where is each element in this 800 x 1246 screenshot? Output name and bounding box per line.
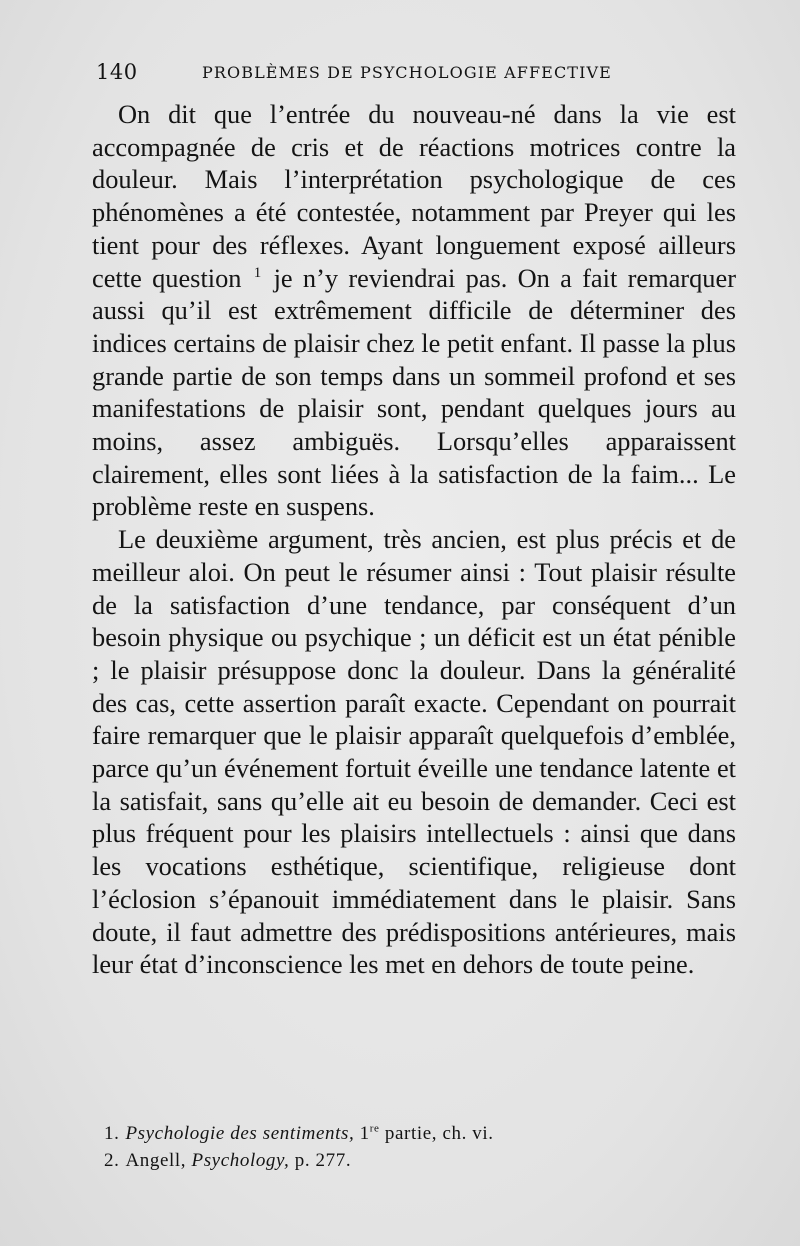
paragraph-1-part-a: On dit que l’entrée du nouveau-né dans la vie est accompagnée de cris et de réactions motrices contre la douleur. Mais l’interprétation psychologique de ces phénomènes a été contestée, notamment par Preyer qui les tient pour des réflexes. Ayant longuement exposé ailleurs cette question [92, 99, 736, 293]
footnote-2-title: Psychology, [191, 1150, 290, 1171]
footnotes [104, 1120, 704, 1174]
paragraph-1 [92, 98, 736, 523]
body-text [92, 98, 736, 981]
footnote-2-rest: p. 277. [294, 1150, 352, 1171]
paragraph-2: Le deuxième argument, très ancien, est plus précis et de meilleur aloi. On peut le résumer ainsi : Tout plaisir résulte de la satisfaction d’une tendance, par conséquent d’un besoin physique ou psychique ; un déficit est un état pénible ; le plaisir présuppose donc la douleur. Dans la généralité des cas, cette assertion paraît exacte. Cependant on pourrait faire remarquer que le plaisir apparaît quelquefois d’emblée, parce qu’un événement fortuit éveille une tendance latente et la satisfait, sans qu’elle ait eu besoin de demander. Ceci est plus fréquent pour les plaisirs intellectuels : ainsi que dans les vocations esthétique, scientifique, religieuse dont l’éclosion s’épanouit immédiatement dans le plaisir. Sans doute, il faut admettre des prédispositions antérieures, mais leur état d’inconscience les met en dehors de toute peine. [92, 524, 736, 980]
paragraph-1-part-b: je n’y reviendrai pas. On a fait remarquer aussi qu’il est extrêmement difficile de déterminer des indices certains de plaisir chez le petit enfant. Il passe la plus grande partie de son temps dans un sommeil profond et ses manifestations de plaisir sont, pendant quelques jours au moins, assez ambiguës. Lorsqu’elles apparaissent clairement, elles sont liées à la satisfaction de la faim... Le problème reste en suspens. [92, 262, 736, 522]
footnote-1-title: Psychologie des sentiments, [125, 1123, 355, 1144]
footnote-1-part-number: 1 [359, 1123, 370, 1144]
footnote-2-author: Angell, [125, 1150, 187, 1171]
footnote-1-number: 1. [104, 1123, 120, 1144]
footnote-1-part-suffix: re [369, 1122, 380, 1135]
footnote-1-rest: partie, ch. vi. [384, 1123, 494, 1144]
page-header [96, 60, 736, 90]
footnote-2 [104, 1147, 704, 1174]
page-number: 140 [96, 60, 138, 84]
footnote-1 [104, 1120, 704, 1147]
footnote-2-number: 2. [104, 1150, 120, 1171]
running-head: PROBLÈMES DE PSYCHOLOGIE AFFECTIVE [202, 63, 612, 82]
footnote-ref-1: 1 [253, 264, 262, 281]
